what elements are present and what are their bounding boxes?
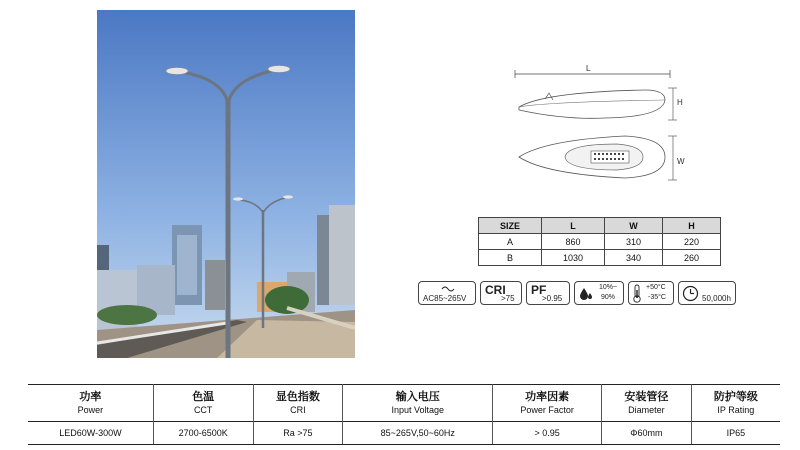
size-header: L: [542, 218, 605, 234]
size-cell: 860: [542, 234, 605, 250]
spec-value: Ra >75: [253, 422, 343, 445]
size-cell: A: [479, 234, 542, 250]
dim-label-l: L: [586, 64, 591, 73]
size-cell: 1030: [542, 250, 605, 266]
spec-header-cn: 色温: [192, 391, 215, 403]
spec-header: [493, 385, 602, 422]
spec-header-row: [28, 385, 780, 422]
spec-value: Φ60mm: [602, 422, 692, 445]
size-cell: 310: [605, 234, 663, 250]
humidity-high: 90%: [601, 294, 616, 301]
spec-header: [253, 385, 343, 422]
voltage-text: AC85~265V: [423, 294, 467, 303]
spec-table: [28, 384, 780, 445]
voltage-badge: [418, 281, 476, 305]
humidity-badge: [574, 281, 624, 305]
spec-header-en: Power Factor: [520, 405, 574, 415]
size-cell: B: [479, 250, 542, 266]
spec-value: LED60W-300W: [28, 422, 153, 445]
water-drop-icon: [578, 286, 594, 302]
spec-value: IP65: [691, 422, 780, 445]
cri-value: >75: [501, 294, 515, 303]
pf-label: PF: [531, 283, 547, 297]
size-table: [478, 217, 721, 266]
cri-label: CRI: [485, 283, 506, 297]
street-light-photo: [97, 10, 355, 358]
spec-value: 2700-6500K: [153, 422, 253, 445]
spec-header-cn: 输入电压: [395, 391, 440, 403]
spec-header-cn: 功率: [79, 391, 102, 403]
spec-header-en: CRI: [290, 405, 306, 415]
lifetime-badge: [678, 281, 736, 305]
spec-header-cn: 显色指数: [275, 391, 320, 403]
spec-header-cn: 安装管径: [624, 391, 669, 403]
spec-value: > 0.95: [493, 422, 602, 445]
temperature-badge: [628, 281, 674, 305]
size-table-row: [479, 234, 721, 250]
thermometer-icon: [632, 284, 642, 304]
size-cell: 340: [605, 250, 663, 266]
spec-header: [343, 385, 493, 422]
size-table-row: [479, 250, 721, 266]
spec-header-en: Power: [77, 405, 104, 415]
clock-icon: [682, 285, 699, 302]
size-header: SIZE: [479, 218, 542, 234]
spec-value: 85~265V,50~60Hz: [343, 422, 493, 445]
humidity-low: 10%~: [599, 284, 618, 291]
temp-low: -35°C: [648, 294, 666, 301]
ac-wave-icon: [441, 285, 455, 293]
spec-header: [602, 385, 692, 422]
size-table-header: [479, 218, 721, 234]
dim-label-h: H: [677, 98, 683, 107]
pf-badge: [526, 281, 570, 305]
size-cell: 260: [663, 250, 721, 266]
spec-header-en: CCT: [193, 405, 213, 415]
spec-header: [28, 385, 153, 422]
size-cell: 220: [663, 234, 721, 250]
spec-value-row: [28, 422, 780, 445]
spec-header-cn: 功率因素: [525, 391, 570, 403]
pf-value: >0.95: [542, 294, 563, 303]
lifetime-text: 50,000h: [702, 294, 731, 303]
temp-high: +50°C: [646, 284, 666, 291]
spec-header: [691, 385, 780, 422]
spec-header-en: Diameter: [628, 405, 665, 415]
spec-header-en: Input Voltage: [391, 405, 445, 415]
size-header: H: [663, 218, 721, 234]
size-header: W: [605, 218, 663, 234]
cri-badge: [480, 281, 522, 305]
spec-header: [153, 385, 253, 422]
spec-header-en: IP Rating: [717, 405, 755, 415]
dim-label-w: W: [677, 157, 685, 166]
spec-header-cn: 防护等级: [713, 391, 758, 403]
